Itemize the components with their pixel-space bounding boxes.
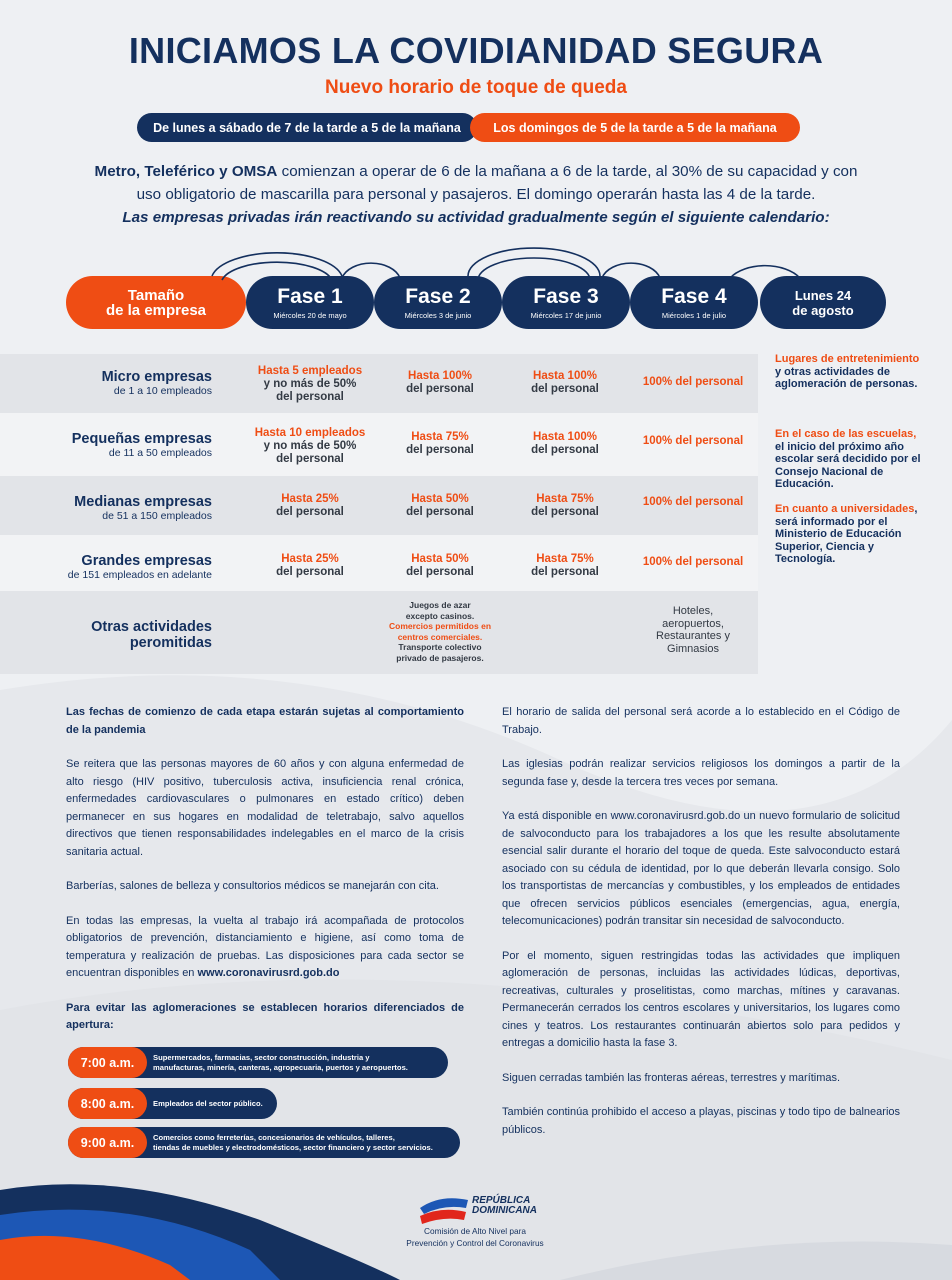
right-paragraph-3: Ya está disponible en www.coronavirusrd.gob.do un nuevo formulario de solicitud de salvoconducto para los trabajadores a los que les resulte absolutamente esencial salir durante el horario del toque de queda. Este salvoconducto estará asociado con su cédula de identidad, por lo que deberán llevarla consigo. Solo los transportistas de mercancías y combustibles, y los empleados de entidades que ofrecen servicios públicos esenciales (emergencias, agua, energía, telecomunicaciones) podrán transitar sin necesidad de salvoconducto. <box>502 810 900 927</box>
right-paragraph-2: Las iglesias podrán realizar servicios religiosos los domingos a partir de la segunda fase y, desde la tercera tres veces por semana. <box>502 758 900 788</box>
side-note-text: , será informado por el Ministerio de Educación Superior, Ciencia y Tecnología. <box>775 503 918 565</box>
cell-value: del personal <box>406 444 474 456</box>
left-paragraph-4 <box>66 913 464 983</box>
cell-value: del personal <box>531 444 599 456</box>
schedule-8am <box>68 1088 277 1119</box>
cell-value: del personal <box>276 506 344 518</box>
cell-value: aeropuertos, <box>662 617 724 630</box>
phase-3-name: Fase 3 <box>533 284 599 308</box>
schedule-description <box>147 1133 443 1152</box>
cell-value: Hasta 50% <box>411 553 469 565</box>
cell-micro-phase2 <box>375 370 505 396</box>
cell-medium-phase1 <box>245 493 375 519</box>
schedule-time: 9:00 a.m. <box>68 1127 147 1158</box>
schedule-time: 7:00 a.m. <box>68 1047 147 1078</box>
cell-small-phase3 <box>500 431 630 457</box>
right-text-column <box>502 704 900 1156</box>
schedule-description <box>147 1099 273 1109</box>
phase-2-name: Fase 2 <box>405 284 471 308</box>
left-paragraph-2: Se reitera que las personas mayores de 60 años y con alguna enfermedad de alto riesgo (HIV positivo, tuberculosis activa, insuficiencia renal crónica, enfermedades cardiovasculares o pulmonares en estado crítico) deben permanecer en sus hogares en modalidad de teletrabajo, salvo aquellos directivos que tienen responsabilidades indelegables en el marco de la crisis sanitaria actual. <box>66 758 464 858</box>
cell-value: Gimnasios <box>667 642 719 655</box>
row-label-other <box>0 619 212 651</box>
cell-value: del personal <box>276 391 344 403</box>
row-name: Micro empresas <box>101 369 212 385</box>
cell-medium-phase2 <box>375 493 505 519</box>
dominican-republic-flag-icon <box>400 1194 550 1254</box>
cell-value: 100% del personal <box>642 376 744 388</box>
final-phase-line1: Lunes 24 <box>794 287 852 303</box>
schedule-line: tiendas de muebles y electrodomésticos, sector financiero y sector servicios. <box>153 1142 433 1152</box>
intro-text-1: comienzan a operar de 6 de la mañana a 6 de la tarde, al 30% de su capacidad y con <box>277 163 858 180</box>
table-row-large <box>0 535 758 591</box>
row-name: Pequeñas empresas <box>71 431 212 447</box>
cell-value: del personal <box>406 566 474 578</box>
cell-value: del personal <box>531 383 599 395</box>
cell-value: Hasta 100% <box>408 370 472 382</box>
table-row-small <box>0 413 758 476</box>
cell-value: Hasta 50% <box>411 493 469 505</box>
commission-line2: Prevención y Control del Coronavirus <box>406 1237 544 1248</box>
row-name-line1: Otras actividades <box>91 619 212 635</box>
cell-value: excepto casinos. <box>405 610 475 621</box>
phase-4-name: Fase 4 <box>661 284 727 308</box>
cell-small-phase1 <box>245 427 375 466</box>
side-note-highlight: En el caso de las escuelas, <box>775 428 917 440</box>
cell-value: del personal <box>406 383 474 395</box>
cell-value: del personal <box>406 506 474 518</box>
company-size-header-line2: de la empresa <box>105 301 207 319</box>
cell-value: del personal <box>531 566 599 578</box>
left-paragraph-1: Las fechas de comienzo de cada etapa estarán sujetas al comportamiento de la pandemia <box>66 706 464 736</box>
side-note-universities <box>775 503 925 566</box>
side-note-text: y otras actividades de aglomeración de personas. <box>775 365 918 390</box>
left-text-column <box>66 704 464 1052</box>
cell-value: Transporte colectivo <box>398 642 482 652</box>
cell-value: Hasta 5 empleados <box>257 365 363 377</box>
cell-value: Juegos de azar <box>409 600 471 610</box>
side-note-entertainment <box>775 353 925 391</box>
row-subtitle: de 11 a 50 empleados <box>108 447 212 459</box>
schedule-description <box>147 1053 418 1072</box>
phase-4-date: Miércoles 1 de julio <box>661 310 727 320</box>
cell-value: del personal <box>276 453 344 465</box>
left-paragraph-3: Barberías, salones de belleza y consultorios médicos se manejarán con cita. <box>66 880 439 892</box>
page-subtitle: Nuevo horario de toque de queda <box>325 77 627 98</box>
intro-calendar-note: Las empresas privadas irán reactivando su actividad gradualmente según el siguiente calendario: <box>122 209 830 226</box>
page-title: INICIAMOS LA COVIDIANIDAD SEGURA <box>128 30 824 71</box>
right-paragraph-5: Siguen cerradas también las fronteras aéreas, terrestres y marítimas. <box>502 1071 841 1084</box>
cell-value: Hasta 75% <box>536 553 594 565</box>
website-link: www.coronavirusrd.gob.do <box>197 967 340 979</box>
table-row-other <box>0 591 758 674</box>
row-label-small <box>0 431 212 460</box>
phase-1-date: Miércoles 20 de mayo <box>273 310 347 320</box>
row-subtitle: de 1 a 10 empleados <box>113 385 212 397</box>
phase-2-date: Miércoles 3 de junio <box>404 310 472 320</box>
logo-wordmark-line1: REPÚBLICA <box>472 1195 531 1206</box>
cell-small-phase2 <box>375 431 505 457</box>
company-size-header-line1: Tamaño <box>127 286 185 304</box>
row-name: Medianas empresas <box>74 494 212 510</box>
cell-other-phase2 <box>375 600 505 663</box>
cell-large-phase2 <box>375 553 505 579</box>
phase-connector-arcs <box>0 240 952 290</box>
cell-micro-phase3 <box>500 370 630 396</box>
cell-value: privado de pasajeros. <box>396 652 484 663</box>
final-phase-line2: de agosto <box>792 302 854 318</box>
side-note-text: el inicio del próximo año escolar será decidido por el Consejo Nacional de Educación. <box>775 440 921 490</box>
cell-large-phase4 <box>628 556 758 569</box>
side-note-highlight: En cuanto a universidades <box>775 503 915 515</box>
weekday-curfew-pill: De lunes a sábado de 7 de la tarde a 5 de la mañana <box>137 113 477 142</box>
row-label-medium <box>0 494 212 523</box>
cell-medium-phase3 <box>500 493 630 519</box>
cell-value: Hasta 25% <box>281 553 339 565</box>
row-label-micro <box>0 369 212 398</box>
left-paragraph-4-text: En todas las empresas, la vuelta al trabajo irá acompañada de protocolos obligatorios de prevención, distanciamiento e higiene, así como toma de temperatura y realización de pruebas. Las disposiciones para cada sector se encuentran disponibles en <box>66 914 464 979</box>
table-row-micro <box>0 354 758 413</box>
schedule-7am <box>68 1047 448 1078</box>
cell-value: Hasta 100% <box>533 370 597 382</box>
phase-1-name: Fase 1 <box>277 284 343 308</box>
row-name: Grandes empresas <box>81 553 212 569</box>
row-subtitle: de 151 empleados en adelante <box>67 569 212 581</box>
cell-value: del personal <box>276 566 344 578</box>
row-subtitle: de 51 a 150 empleados <box>102 510 212 522</box>
intro-transport-names: Metro, Teleférico y OMSA <box>94 163 278 180</box>
right-paragraph-1: El horario de salida del personal será acorde a lo establecido en el Código de Trabajo. <box>502 706 900 736</box>
cell-micro-phase4 <box>628 376 758 389</box>
row-label-large <box>0 553 212 582</box>
cell-medium-phase4 <box>628 496 758 509</box>
cell-value: Hasta 75% <box>411 431 469 443</box>
cell-large-phase3 <box>500 553 630 579</box>
right-paragraph-6: También continúa prohibido el acceso a playas, piscinas y todo tipo de balnearios públicos. <box>502 1106 900 1136</box>
cell-value: del personal <box>531 506 599 518</box>
row-name-line2: peromitidas <box>129 635 212 651</box>
schedule-line: Comercios como ferreterías, concesionarios de vehículos, talleres, <box>153 1133 395 1142</box>
logo-wordmark-line2: DOMINICANA <box>472 1205 537 1216</box>
schedule-line: Supermercados, farmacias, sector construcción, industria y <box>153 1053 370 1062</box>
sunday-curfew-pill: Los domingos de 5 de la tarde a 5 de la mañana <box>470 113 800 142</box>
cell-value: 100% del personal <box>642 435 744 447</box>
intro-paragraph <box>60 160 892 206</box>
table-row-medium <box>0 476 758 535</box>
cell-value: Hasta 75% <box>536 493 594 505</box>
cell-value: Hasta 100% <box>533 431 597 443</box>
phase-3-date: Miércoles 17 de junio <box>530 310 602 320</box>
cell-value: Hasta 25% <box>281 493 339 505</box>
cell-value: 100% del personal <box>642 496 744 508</box>
schedule-time: 8:00 a.m. <box>68 1088 147 1119</box>
cell-value: y no más de 50% <box>263 378 357 390</box>
cell-other-phase4 <box>628 605 758 655</box>
cell-micro-phase1 <box>245 365 375 404</box>
commission-line1: Comisión de Alto Nivel para <box>424 1226 526 1236</box>
right-paragraph-4: Por el momento, siguen restringidas todas las actividades que impliquen aglomeración de personas, incluidas las actividades lúdicas, deportivas, recreativas, culturales y proselitistas, como marchas, mítines y caravanas. Permanecerán cerrados los centros escolares y universitarios, los lugares como cines y teatros. Los restaurantes continuarán abiertos solo para pedidos y entregas a domicilio hasta la fase 3. <box>502 949 900 1049</box>
schedule-line: Empleados del sector público. <box>153 1098 263 1108</box>
schedule-9am <box>68 1127 460 1158</box>
intro-text-2: uso obligatorio de mascarilla para personal y pasajeros. El domingo operarán hasta las 4 de la tarde. <box>136 186 816 203</box>
cell-value: Restaurantes y <box>656 630 730 642</box>
cell-value: Comercios permitidos en <box>388 621 492 631</box>
cell-value: 100% del personal <box>642 556 744 568</box>
cell-value: centros comerciales. <box>397 631 483 642</box>
side-note-highlight: Lugares de entretenimiento <box>775 353 920 365</box>
cell-value: y no más de 50% <box>263 440 357 452</box>
schedule-line: manufacturas, minería, canteras, agropecuaria, puertos y aeropuertos. <box>153 1062 408 1072</box>
cell-small-phase4 <box>628 435 758 448</box>
side-note-schools <box>775 428 925 491</box>
cell-value: Hoteles, <box>672 605 714 617</box>
cell-large-phase1 <box>245 553 375 579</box>
cell-value: Hasta 10 empleados <box>254 427 366 439</box>
left-paragraph-5: Para evitar las aglomeraciones se establecen horarios diferenciados de apertura: <box>66 1001 464 1031</box>
